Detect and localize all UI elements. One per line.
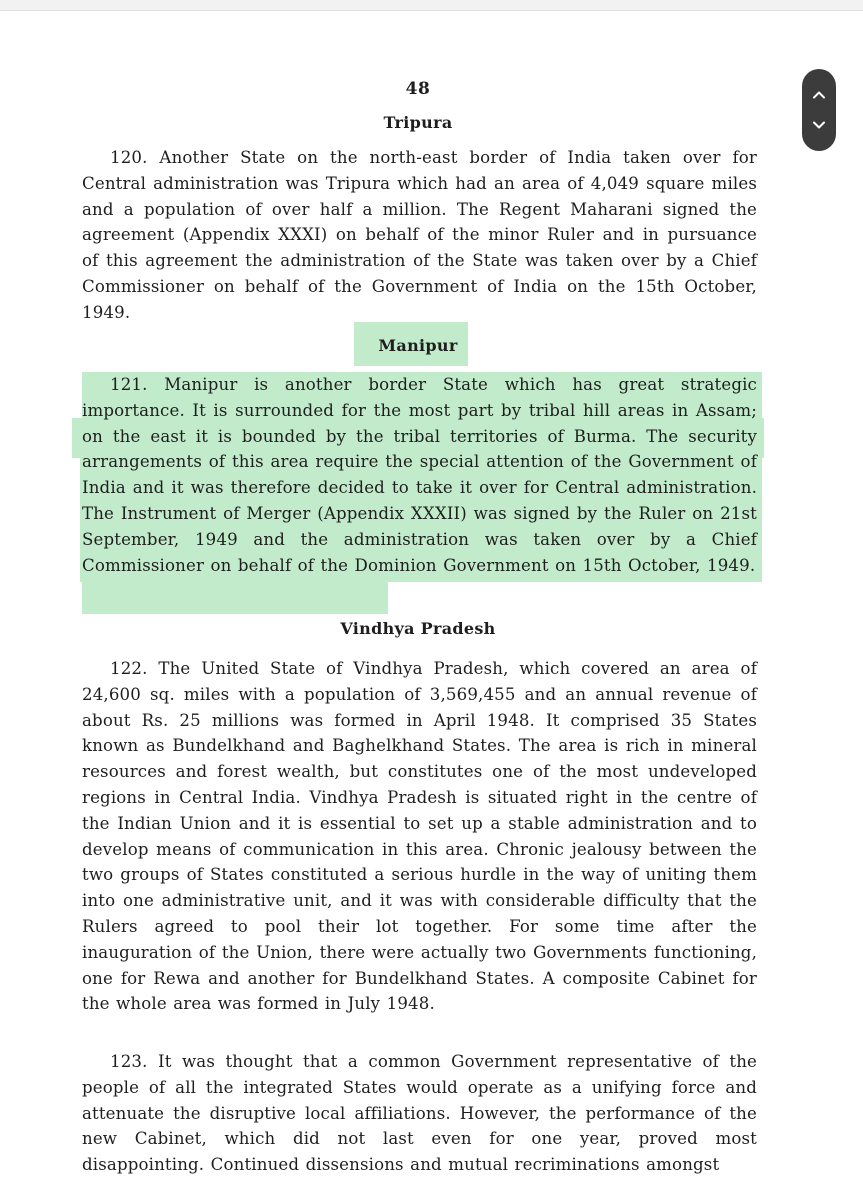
paragraph-121: [82, 372, 757, 578]
section-heading-vindhya-pradesh: Vindhya Pradesh: [340, 619, 496, 638]
page-navigation-control: [802, 69, 836, 151]
previous-page-button[interactable]: [802, 78, 836, 112]
viewer-top-bar: [0, 0, 863, 11]
paragraph-120: [82, 145, 757, 326]
next-page-button[interactable]: [802, 108, 836, 142]
paragraph-123-text: 123. It was thought that a common Government representative of the people of all the integrated States would operate as a unifying force and attenuate the disruptive local affiliations. However, the performance of the new Cabinet, which did not last even for one year, proved most disappointing. Continued dissensions and mutual recriminations amongst: [82, 1052, 757, 1175]
paragraph-123: [82, 1049, 757, 1178]
section-heading-manipur: Manipur: [378, 336, 458, 355]
chevron-up-icon: [812, 88, 826, 102]
chevron-down-icon: [812, 118, 826, 132]
section-heading-tripura: Tripura: [383, 113, 453, 132]
paragraph-121-text: 121. Manipur is another border State which has great strategic importance. It is surrounded for the most part by tribal hill areas in Assam; on the east it is bounded by the tribal territories of Burma. The security arrangements of this area require the special attention of the Government of India and it was therefore decided to take it over for Central administration. The Instrument of Merger (Appendix XXXII) was signed by the Ruler on 21st September, 1949 and the administration was taken over by a Chief Commissioner on behalf of the Dominion Government on 15th October, 1949.: [82, 375, 757, 575]
paragraph-122-text: 122. The United State of Vindhya Pradesh, which covered an area of 24,600 sq. miles with a population of 3,569,455 and an annual revenue of about Rs. 25 millions was formed in April 1948. It comprised 35 States known as Bundelkhand and Baghelkhand States. The area is rich in mineral resources and forest wealth, but constitutes one of the most undeveloped regions in Central India. Vindhya Pradesh is situated right in the centre of the Indian Union and it is essential to set up a stable administration and to develop means of communication in this area. Chronic jealousy between the two groups of States constituted a serious hurdle in the way of uniting them into one administrative unit, and it was with considerable difficulty that the Rulers agreed to pool their lot together. For some time after the inauguration of the Union, there were actually two Governments functioning, one for Rewa and another for Bundelkhand States. A composite Cabinet for the whole area was formed in July 1948.: [82, 659, 757, 1014]
paragraph-120-text: 120. Another State on the north-east border of India taken over for Central administration was Tripura which had an area of 4,049 square miles and a population of over half a million. The Regent Maharani signed the agreement (Appendix XXXI) on behalf of the minor Ruler and in pursuance of this agreement the administration of the State was taken over by a Chief Commissioner on behalf of the Government of India on the 15th October, 1949.: [82, 148, 757, 322]
paragraph-122: [82, 656, 757, 1017]
highlight-para-121-last-line: [82, 582, 388, 614]
page-number: 48: [405, 79, 431, 99]
